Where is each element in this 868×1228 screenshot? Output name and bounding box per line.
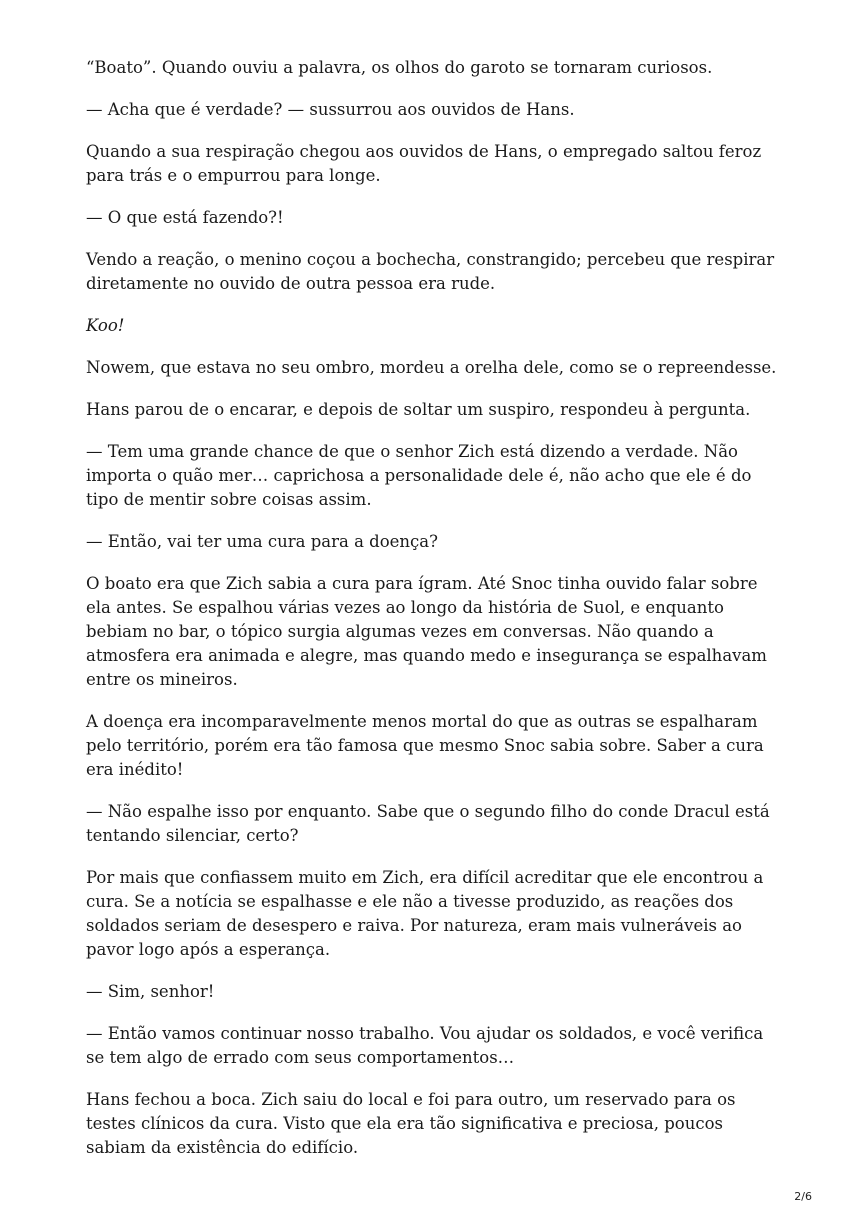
paragraph: “Boato”. Quando ouviu a palavra, os olhos do garoto se tornaram curiosos. bbox=[86, 58, 713, 77]
paragraph: A doença era incomparavelmente menos mortal do que as outras se espalharam pelo território, porém era tão famosa que mesmo Snoc sabia sobre. Saber a cura era inédito! bbox=[86, 712, 764, 779]
page-number: 2/6 bbox=[794, 1190, 812, 1203]
paragraph: — Então vamos continuar nosso trabalho. Vou ajudar os soldados, e você verifica se tem algo de errado com seus comportamentos… bbox=[86, 1024, 764, 1067]
paragraph: Hans parou de o encarar, e depois de soltar um suspiro, respondeu à pergunta. bbox=[86, 400, 751, 419]
paragraph: Por mais que confiassem muito em Zich, era difícil acreditar que ele encontrou a cura. Se a notícia se espalhasse e ele não a tivesse produzido, as reações dos soldados seriam de desespero e raiva. Por natureza, eram mais vulneráveis ao pavor logo após a esperança. bbox=[86, 868, 764, 959]
paragraph: Vendo a reação, o menino coçou a bochecha, constrangido; percebeu que respirar diretamente no ouvido de outra pessoa era rude. bbox=[86, 250, 775, 293]
paragraph: — Acha que é verdade? — sussurrou aos ouvidos de Hans. bbox=[86, 100, 575, 119]
paragraph: — Então, vai ter uma cura para a doença? bbox=[86, 532, 438, 551]
paragraph: — O que está fazendo?! bbox=[86, 208, 284, 227]
paragraph: — Não espalhe isso por enquanto. Sabe que o segundo filho do conde Dracul está tentando silenciar, certo? bbox=[86, 802, 770, 845]
paragraph: Hans fechou a boca. Zich saiu do local e foi para outro, um reservado para os testes clínicos da cura. Visto que ela era tão significativa e preciosa, poucos sabiam da existência do edifício. bbox=[86, 1090, 736, 1157]
paragraph: Nowem, que estava no seu ombro, mordeu a orelha dele, como se o repreendesse. bbox=[86, 358, 777, 377]
paragraph: — Tem uma grande chance de que o senhor Zich está dizendo a verdade. Não importa o quão mer… caprichosa a personalidade dele é, não acho que ele é do tipo de mentir sobre coisas assim. bbox=[86, 442, 752, 509]
paragraph-onomatopoeia: Koo! bbox=[86, 316, 125, 335]
document-body bbox=[86, 56, 786, 1178]
paragraph: — Sim, senhor! bbox=[86, 982, 215, 1001]
paragraph: Quando a sua respiração chegou aos ouvidos de Hans, o empregado saltou feroz para trás e o empurrou para longe. bbox=[86, 142, 762, 185]
paragraph: O boato era que Zich sabia a cura para ígram. Até Snoc tinha ouvido falar sobre ela antes. Se espalhou várias vezes ao longo da história de Suol, e enquanto bebiam no bar, o tópico surgia algumas vezes em conversas. Não quando a atmosfera era animada e alegre, mas quando medo e insegurança se espalhavam entre os mineiros. bbox=[86, 574, 767, 689]
